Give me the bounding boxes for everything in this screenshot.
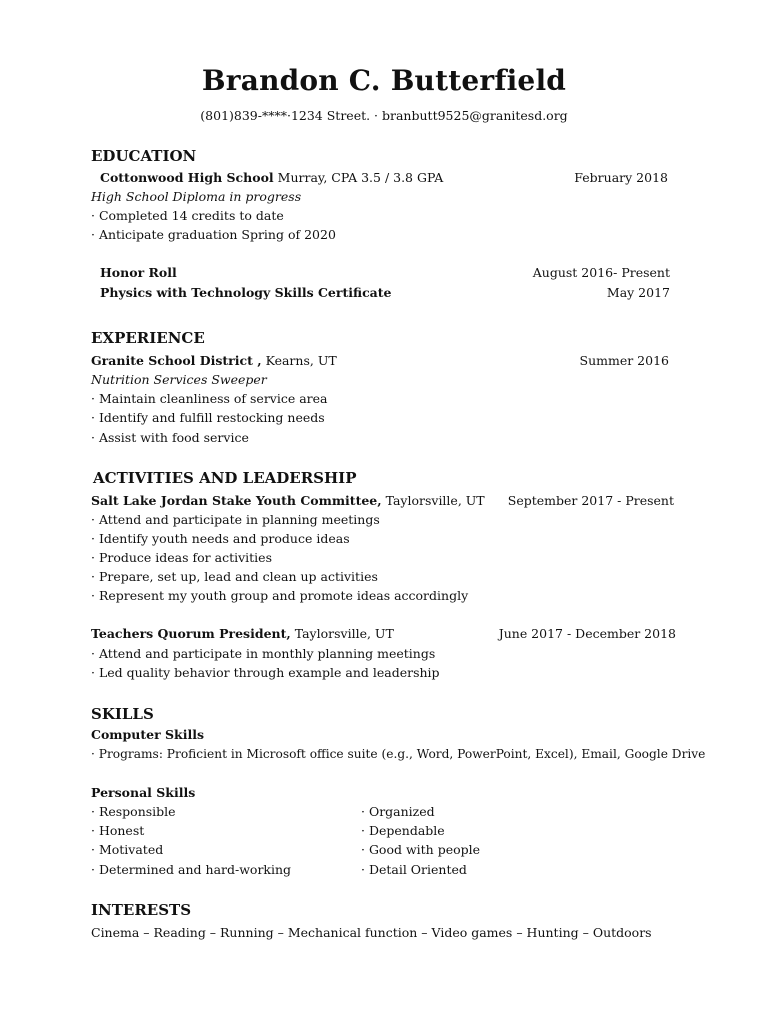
activities-heading: ACTIVITIES AND LEADERSHIP <box>93 469 357 487</box>
activity-bullet: · Prepare, set up, lead and clean up activities <box>91 569 378 584</box>
employment-date: Summer 2016 <box>579 353 669 368</box>
education-bullet: · Anticipate graduation Spring of 2020 <box>91 227 336 242</box>
certificate-date: May 2017 <box>606 285 670 300</box>
activity-bullet: · Produce ideas for activities <box>91 550 272 565</box>
activity-date: September 2017 - Present <box>507 493 674 508</box>
activity-org: Salt Lake Jordan Stake Youth Committee, <box>91 493 382 508</box>
personal-skill: · Responsible <box>91 804 176 819</box>
personal-skill: · Detail Oriented <box>361 862 467 877</box>
school-date: February 2018 <box>574 170 668 185</box>
activity-bullet: · Attend and participate in planning meetings <box>91 512 380 527</box>
activity-title-line <box>91 493 485 508</box>
personal-skill: · Organized <box>361 804 435 819</box>
certificate: Physics with Technology Skills Certificate <box>100 285 392 300</box>
interests-line: Cinema – Reading – Running – Mechanical function – Video games – Hunting – Outdoors <box>91 925 652 940</box>
employer-line <box>91 353 337 368</box>
personal-skill: · Motivated <box>91 842 164 857</box>
experience-bullet: · Identify and fulfill restocking needs <box>91 410 325 425</box>
personal-skill: · Dependable <box>361 823 445 838</box>
experience-bullet: · Assist with food service <box>91 430 249 445</box>
honor-roll: Honor Roll <box>100 265 177 280</box>
computer-skills-line: · Programs: Proficient in Microsoft office suite (e.g., Word, PowerPoint, Excel), Email, Google Drive <box>91 747 706 761</box>
activity-date: June 2017 - December 2018 <box>498 626 676 641</box>
diploma-status: High School Diploma in progress <box>91 189 302 204</box>
employer-name: Granite School District , <box>91 353 262 368</box>
personal-skill: · Good with people <box>361 842 481 857</box>
activity-bullet: · Attend and participate in monthly planning meetings <box>91 646 436 661</box>
personal-skill: · Honest <box>91 823 145 838</box>
employer-location: Kearns, UT <box>261 353 337 368</box>
resume-name: Brandon C. Butterfield <box>201 64 567 97</box>
contact-line: (801)839-****·1234 Street. · branbutt9525@granitesd.org <box>200 108 568 123</box>
activity-org: Teachers Quorum President, <box>91 626 291 641</box>
job-role: Nutrition Services Sweeper <box>91 372 267 387</box>
computer-skills-heading: Computer Skills <box>91 727 204 742</box>
school-details: Murray, CPA 3.5 / 3.8 GPA <box>273 170 444 185</box>
activity-bullet: · Represent my youth group and promote ideas accordingly <box>91 588 469 603</box>
school-line <box>100 170 443 185</box>
activity-bullet: · Led quality behavior through example and leadership <box>91 665 440 680</box>
school-name: Cottonwood High School <box>100 170 274 185</box>
interests-heading: INTERESTS <box>91 901 192 919</box>
experience-heading: EXPERIENCE <box>91 329 205 347</box>
activity-bullet: · Identify youth needs and produce ideas <box>91 531 350 546</box>
education-heading: EDUCATION <box>91 147 197 165</box>
activity-title-line <box>91 626 394 641</box>
honor-roll-date: August 2016- Present <box>532 265 670 280</box>
personal-skill: · Determined and hard-working <box>91 862 292 877</box>
education-bullet: · Completed 14 credits to date <box>91 208 284 223</box>
activity-location: Taylorsville, UT <box>290 626 394 641</box>
personal-skills-heading: Personal Skills <box>91 785 196 800</box>
activity-location: Taylorsville, UT <box>381 493 485 508</box>
experience-bullet: · Maintain cleanliness of service area <box>91 391 328 406</box>
skills-heading: SKILLS <box>91 705 154 723</box>
